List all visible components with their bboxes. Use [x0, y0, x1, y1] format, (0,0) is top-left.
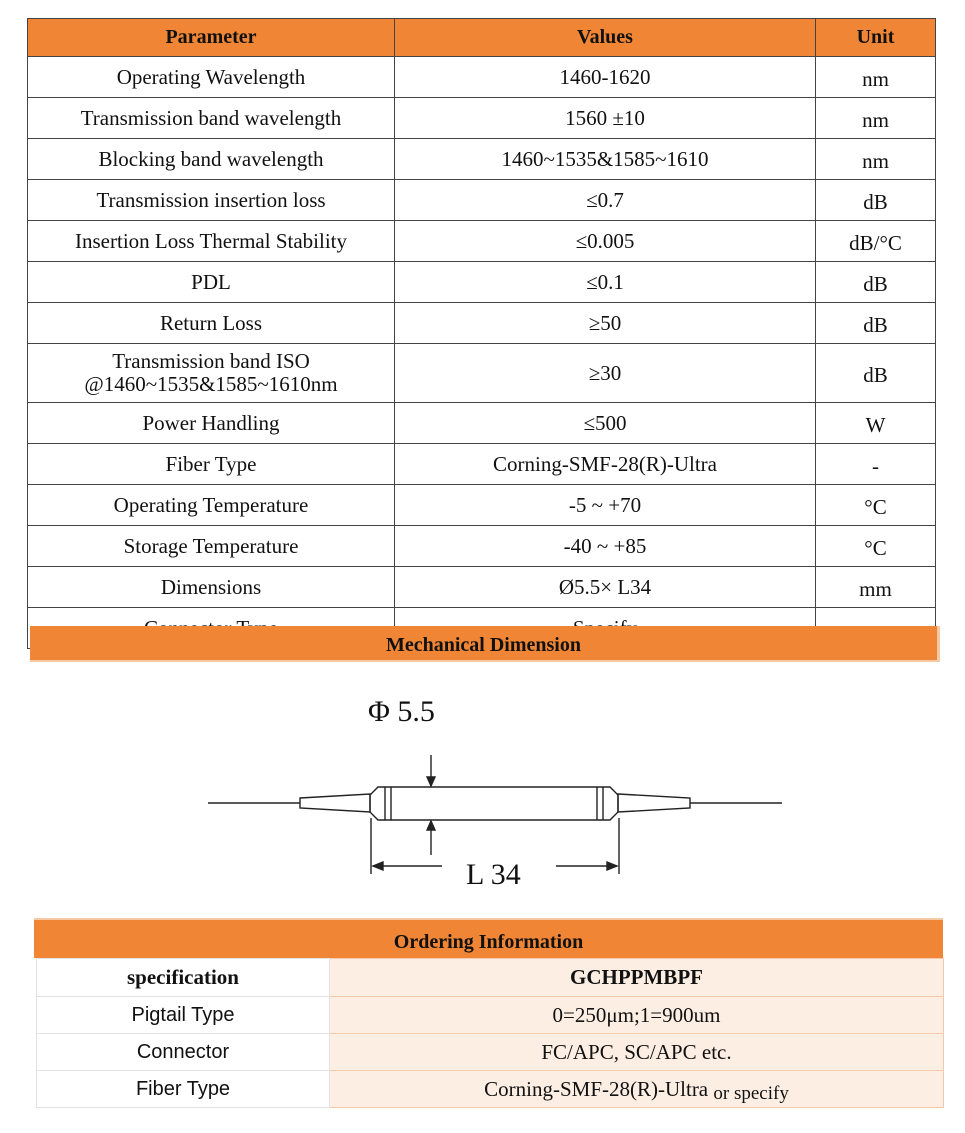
- table-row: [37, 1034, 944, 1071]
- parameter-cell: Transmission band wavelength: [28, 98, 395, 139]
- parameter-cell: [28, 344, 395, 403]
- spec-header-row: [28, 19, 936, 57]
- ordering-value-text: Corning-SMF-28(R)-Ultra: [484, 1076, 709, 1101]
- unit-cell: °C: [816, 485, 936, 526]
- unit-cell: dB: [816, 344, 936, 403]
- tube: [370, 787, 618, 820]
- table-row: [28, 57, 936, 98]
- parameter-cell: Power Handling: [28, 403, 395, 444]
- value-cell: Corning-SMF-28(R)-Ultra: [395, 444, 816, 485]
- table-row: [37, 997, 944, 1034]
- value-cell: ≥30: [395, 344, 816, 403]
- diameter-label: Φ 5.5: [368, 695, 435, 728]
- ordering-label: Fiber Type: [37, 1071, 330, 1108]
- ordering-label: Connector: [37, 1034, 330, 1071]
- length-label: L 34: [466, 858, 521, 891]
- ordering-information-banner: Ordering Information: [34, 918, 943, 958]
- parameter-cell: Transmission insertion loss: [28, 180, 395, 221]
- value-cell: 1460-1620: [395, 57, 816, 98]
- value-cell: ≤0.1: [395, 262, 816, 303]
- unit-cell: mm: [816, 567, 936, 608]
- value-cell: ≤500: [395, 403, 816, 444]
- unit-cell: nm: [816, 57, 936, 98]
- ordering-label: Pigtail Type: [37, 997, 330, 1034]
- table-row: [28, 303, 936, 344]
- parameter-cell: Operating Wavelength: [28, 57, 395, 98]
- table-row: [28, 344, 936, 403]
- table-row: [28, 180, 936, 221]
- value-cell: ≥50: [395, 303, 816, 344]
- value-cell: -40 ~ +85: [395, 526, 816, 567]
- left-boot: [300, 794, 370, 812]
- value-cell: 1560 ±10: [395, 98, 816, 139]
- value-cell: -5 ~ +70: [395, 485, 816, 526]
- ordering-value: 0=250μm;1=900um: [330, 997, 944, 1034]
- mechanical-dimension-banner: Mechanical Dimension: [30, 626, 940, 662]
- table-row: [28, 403, 936, 444]
- unit-cell: °C: [816, 526, 936, 567]
- table-row: [28, 526, 936, 567]
- table-row: [28, 567, 936, 608]
- ordering-table: [36, 958, 944, 1108]
- value-cell: 1460~1535&1585~1610: [395, 139, 816, 180]
- table-row: [37, 1071, 944, 1108]
- specification-label: specification: [37, 959, 330, 997]
- table-row: [28, 485, 936, 526]
- parameter-cell: PDL: [28, 262, 395, 303]
- table-row: [28, 139, 936, 180]
- parameter-cell: Storage Temperature: [28, 526, 395, 567]
- right-boot: [618, 794, 690, 812]
- spec-table: [27, 18, 936, 649]
- value-cell: ≤0.005: [395, 221, 816, 262]
- parameter-line-2: @1460~1535&1585~1610nm: [84, 372, 338, 396]
- value-cell: ≤0.7: [395, 180, 816, 221]
- table-row: [28, 444, 936, 485]
- parameter-cell: Fiber Type: [28, 444, 395, 485]
- parameter-cell: Blocking band wavelength: [28, 139, 395, 180]
- header-parameter: Parameter: [28, 19, 395, 57]
- header-unit: Unit: [816, 19, 936, 57]
- unit-cell: nm: [816, 139, 936, 180]
- ordering-value-suffix: or specify: [713, 1082, 789, 1104]
- ordering-value: [330, 1034, 944, 1071]
- header-values: Values: [395, 19, 816, 57]
- ordering-header-row: [37, 959, 944, 997]
- unit-cell: dB: [816, 303, 936, 344]
- unit-cell: W: [816, 403, 936, 444]
- table-row: [28, 262, 936, 303]
- unit-cell: dB: [816, 262, 936, 303]
- parameter-cell: Operating Temperature: [28, 485, 395, 526]
- table-row: [28, 221, 936, 262]
- parameter-cell: Insertion Loss Thermal Stability: [28, 221, 395, 262]
- ordering-value-text: FC/APC, SC/APC etc.: [541, 1039, 732, 1064]
- parameter-cell: Dimensions: [28, 567, 395, 608]
- mechanical-drawing: [0, 680, 965, 900]
- part-number-value: GCHPPMBPF: [330, 959, 944, 997]
- unit-cell: -: [816, 444, 936, 485]
- table-row: [28, 98, 936, 139]
- parameter-line-1: Transmission band ISO: [112, 349, 310, 373]
- filter-body: [208, 787, 782, 820]
- ordering-value: [330, 1071, 944, 1108]
- unit-cell: dB: [816, 180, 936, 221]
- diameter-dimension: [427, 755, 435, 855]
- value-cell: Ø5.5× L34: [395, 567, 816, 608]
- parameter-cell: Return Loss: [28, 303, 395, 344]
- unit-cell: dB/°C: [816, 221, 936, 262]
- unit-cell: nm: [816, 98, 936, 139]
